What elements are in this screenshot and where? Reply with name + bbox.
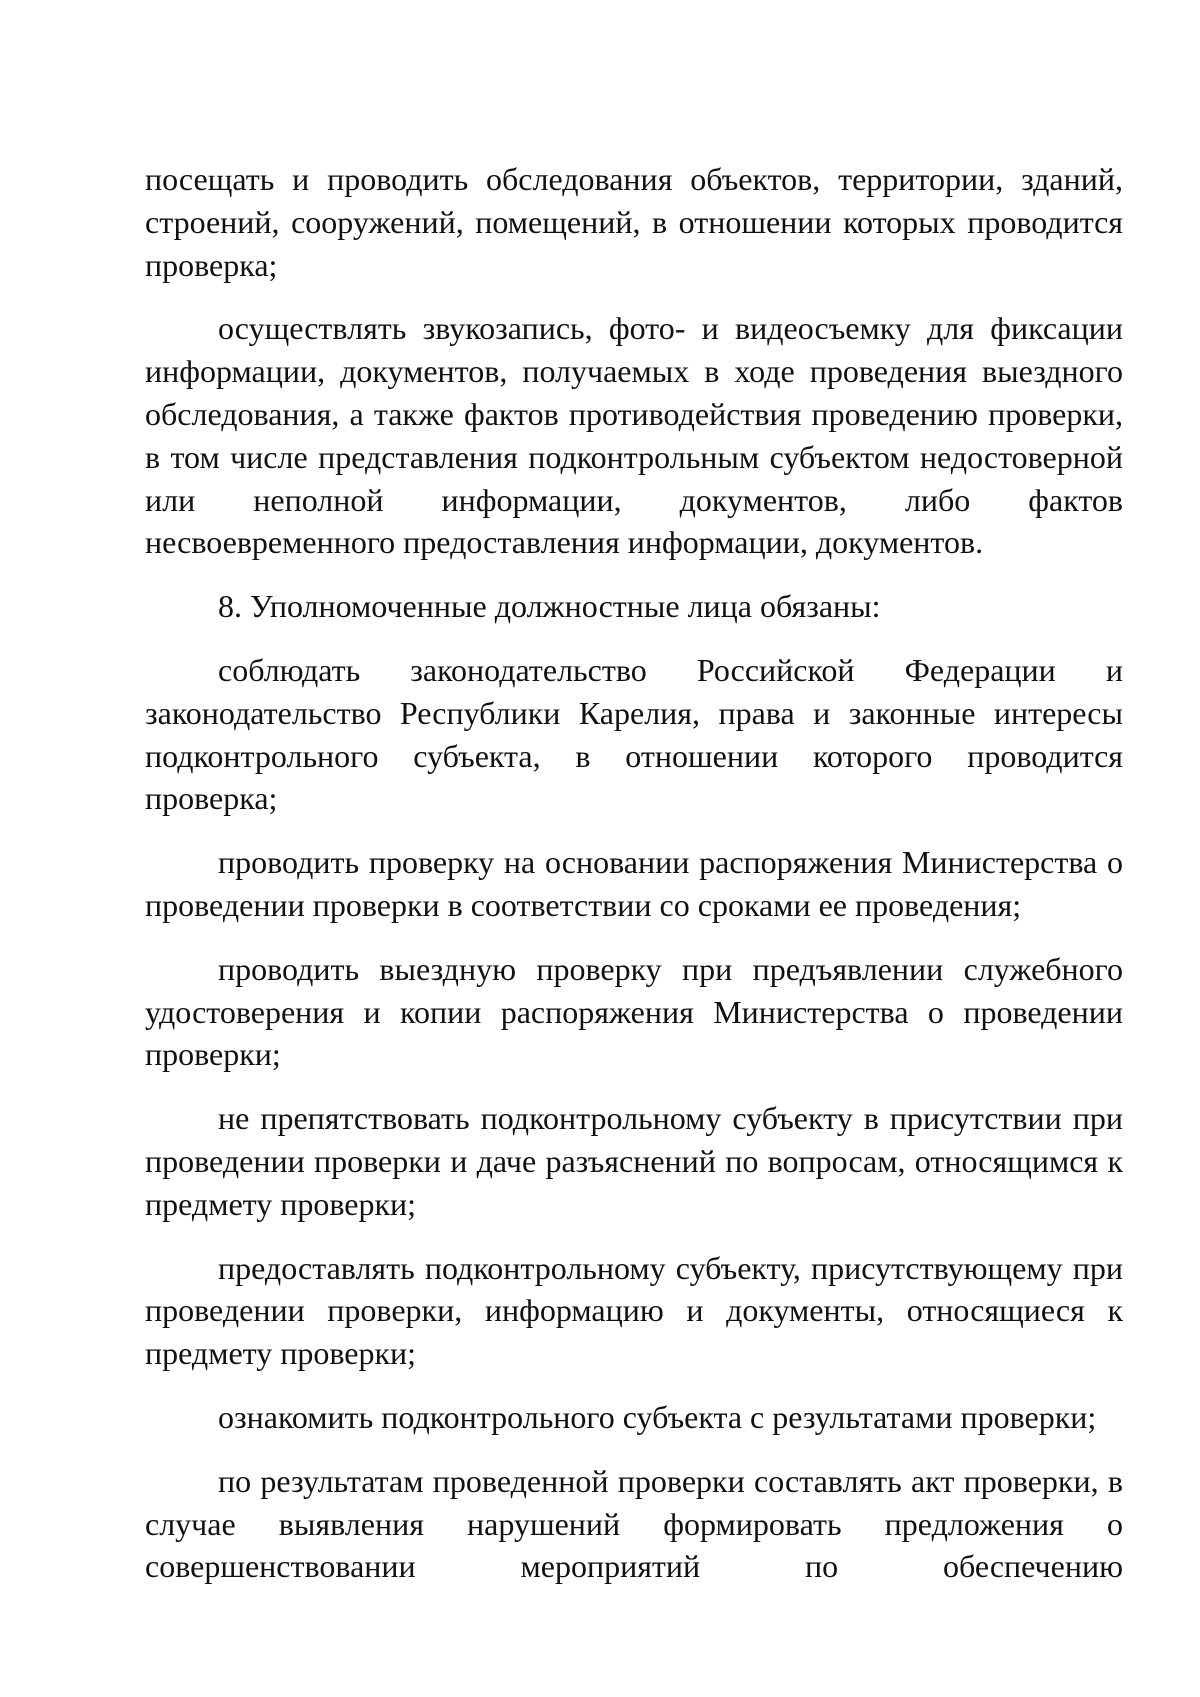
paragraph-audio-video-recording: осуществлять звукозапись, фото- и видеосъемку для фиксации информации, документов, получаемых в ходе проведения выездного обследования, а также фактов противодействия проведению проверки, в том числе представления подконтрольным субъектом недостоверной или неполной информации, документов, либо фактов несвоевременного предоставления информации, документов. bbox=[145, 310, 1123, 561]
paragraph-comply-legislation: соблюдать законодательство Российской Федерации и законодательство Республики Карелия, права и законные интересы подконтрольного субъекта, в отношении которого проводится проверка; bbox=[145, 651, 1123, 817]
paragraph-section-8-heading: 8. Уполномоченные должностные лица обязаны: bbox=[218, 588, 881, 625]
paragraph-not-obstruct-presence: не препятствовать подконтрольному субъекту в присутствии при проведении проверки и даче разъяснений по вопросам, относящимся к предмету проверки; bbox=[145, 1100, 1123, 1222]
paragraph-provide-information: предоставлять подконтрольному субъекту, присутствующему при проведении проверки, информацию и документы, относящиеся к предмету проверки; bbox=[145, 1249, 1123, 1372]
document-body bbox=[145, 158, 1123, 1588]
paragraph-compose-act: по результатам проведенной проверки составлять акт проверки, в случае выявления нарушений формировать предложения о совершенствовании мероприятий по обеспечению bbox=[145, 1462, 1123, 1585]
paragraph-acquaint-results: ознакомить подконтрольного субъекта с результатами проверки; bbox=[218, 1398, 1097, 1435]
paragraph-present-credentials: проводить выездную проверку при предъявлении служебного удостоверения и копии распоряжения Министерства о проведении проверки; bbox=[145, 950, 1123, 1073]
paragraph-conduct-by-order: проводить проверку на основании распоряжения Министерства о проведении проверки в соответствии со сроками ее проведения; bbox=[145, 844, 1123, 923]
paragraph-inspection-visits: посещать и проводить обследования объектов, территории, зданий, строений, сооружений, помещений, в отношении которых проводится проверка; bbox=[145, 161, 1123, 283]
